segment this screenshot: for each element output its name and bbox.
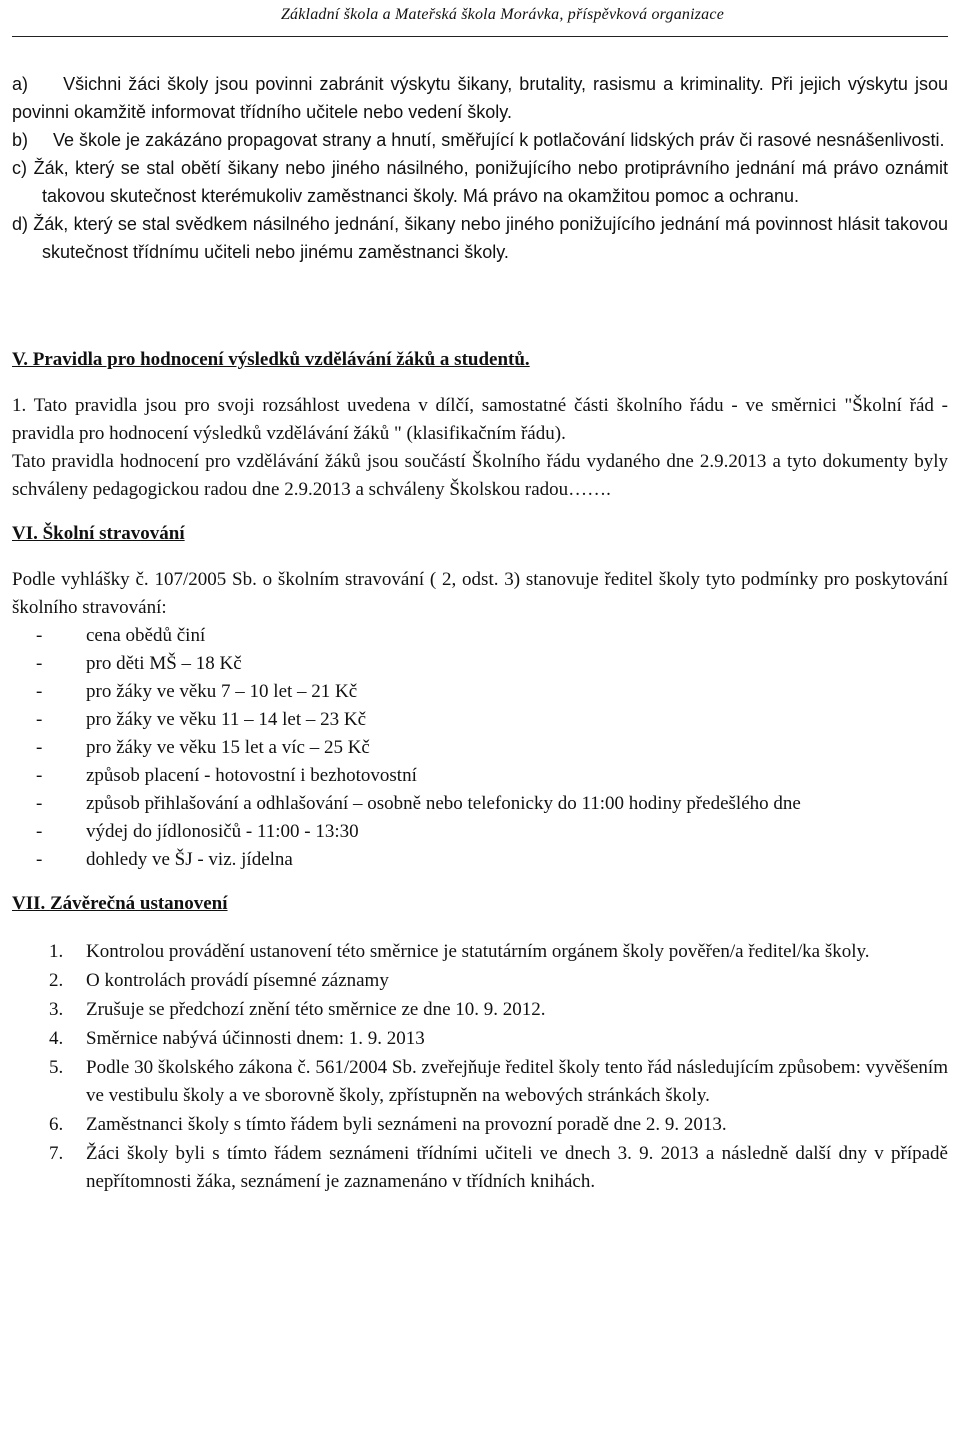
list-item: 4. Směrnice nabývá účinnosti dnem: 1. 9. 2013 [49,1028,425,1049]
section-v-heading: V. Pravidla pro hodnocení výsledků vzdělávání žáků a studentů. [12,349,530,370]
list-item: 1. Kontrolou provádění ustanovení této směrnice je statutárním orgánem školy pověřen/a ředitel/ka školy. [49,941,870,962]
list-item: - dohledy ve ŠJ - viz. jídelna [36,849,293,870]
meal-conditions-list [12,622,948,874]
list-item: - způsob přihlašování a odhlašování – osobně nebo telefonicky do 11:00 hodiny předešlého dne [36,793,801,814]
header-title: Základní škola a Mateřská škola Morávka, příspěvková organizace [280,6,724,23]
final-provisions-list [12,938,948,1196]
rule-b: b) Ve škole je zakázáno propagovat strany a hnutí, směřující k potlačování lidských práv či rasové nesnášenlivosti. [12,130,945,150]
rule-a: a) Všichni žáci školy jsou povinni zabránit výskytu šikany, brutality, rasismu a kriminality. Při jejich výskytu jsou povinni okamžitě informovat třídního učitele nebo vedení školy. [12,74,948,122]
section-vii-heading: VII. Závěrečná ustanovení [12,893,228,914]
section-v-para-2: Tato pravidla hodnocení pro vzdělávání žáků jsou součástí Školního řádu vydaného dne 2.9.2013 a tyto dokumenty byly schváleny pedagogickou radou dne 2.9.2013 a schváleny Školskou radou……. [12,451,948,500]
section-vi-intro: Podle vyhlášky č. 107/2005 Sb. o školním stravování ( 2, odst. 3) stanovuje ředitel školy tyto podmínky pro poskytování školního stravování: [12,569,948,618]
list-item: - pro děti MŠ – 18 Kč [36,653,242,674]
document-body [12,70,948,1197]
list-item: 7. Žáci školy byli s tímto řádem seznámeni třídními učiteli ve dnech 3. 9. 2013 a následně další dny v případě nepřítomnosti žáka, seznámení je zaznamenáno v třídních knihách. [49,1143,948,1192]
section-vi-heading: VI. Školní stravování [12,523,185,544]
list-item: - pro žáky ve věku 11 – 14 let – 23 Kč [36,709,366,730]
list-item: 2. O kontrolách provádí písemné záznamy [49,970,389,991]
rule-d: d) Žák, který se stal svědkem násilného jednání, šikany nebo jiného ponižujícího jednání má povinnost hlásit takovou skutečnost třídnímu učiteli nebo jinému zaměstnanci školy. [12,214,948,262]
page-header [12,0,948,37]
list-item: - pro žáky ve věku 7 – 10 let – 21 Kč [36,681,358,702]
list-item: 6. Zaměstnanci školy s tímto řádem byli seznámeni na provozní poradě dne 2. 9. 2013. [49,1114,727,1135]
list-item: 3. Zrušuje se předchozí znění této směrnice ze dne 10. 9. 2012. [49,999,546,1020]
list-item: 5. Podle 30 školského zákona č. 561/2004 Sb. zveřejňuje ředitel školy tento řád následujícím způsobem: vyvěšením ve vestibulu školy a ve sborovně školy, zpřístupněn na webových stránkách školy. [49,1057,948,1106]
rule-c: c) Žák, který se stal obětí šikany nebo jiného násilného, ponižujícího nebo protiprávního jednání má právo oznámit takovou skutečnost kterémukoliv zaměstnanci školy. Má právo na okamžitou pomoc a ochranu. [12,158,948,206]
section-v-para-1: 1. Tato pravidla jsou pro svoji rozsáhlost uvedena v dílčí, samostatné části školního řádu - ve směrnici "Školní řád - pravidla pro hodnocení výsledků vzdělávání žáků " (klasifikačním řádu). [12,395,948,444]
list-item: - cena obědů činí [36,625,206,646]
list-item: - pro žáky ve věku 15 let a víc – 25 Kč [36,737,370,758]
list-item: - výdej do jídlonosičů - 11:00 - 13:30 [36,821,359,842]
list-item: - způsob placení - hotovostní i bezhotovostní [36,765,417,786]
